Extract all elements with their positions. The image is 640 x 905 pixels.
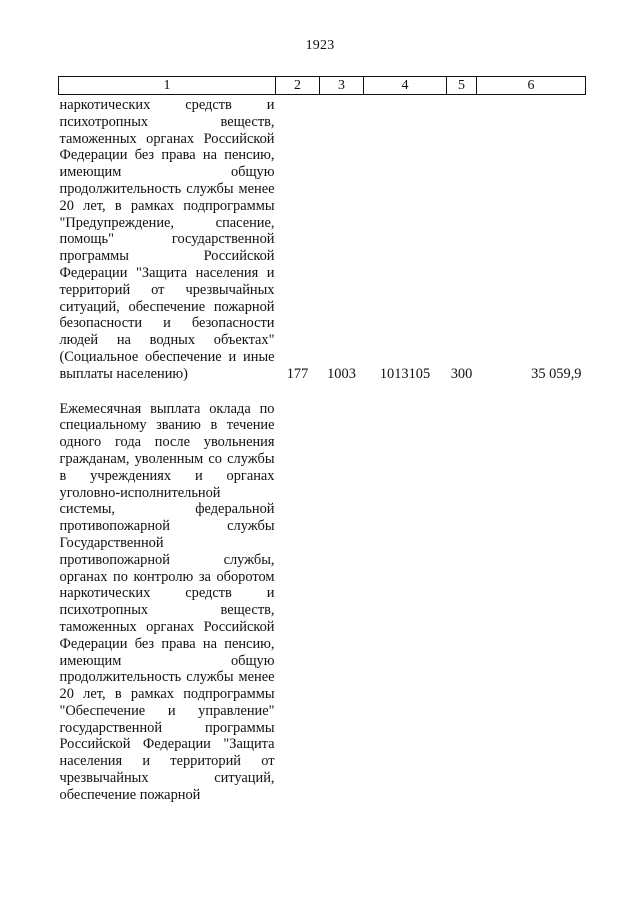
row-ministry-code: [276, 383, 320, 804]
header-row: [59, 77, 586, 95]
header-col-4: 4: [364, 77, 447, 95]
row-ministry-code: 177: [286, 365, 309, 382]
row-expense-type-code: [447, 383, 477, 804]
header-col-6: 6: [477, 77, 586, 95]
budget-table: [58, 76, 586, 804]
row-target-code: 1013105: [379, 365, 431, 382]
header-col-3: 3: [320, 77, 364, 95]
header-col-2: 2: [276, 77, 320, 95]
row-section-code: [320, 383, 364, 804]
table-row: [59, 95, 586, 383]
page-number: 1923: [305, 38, 335, 53]
row-description: Ежемесячная выплата оклада по специальному званию в течение одного года после увольнения гражданам, уволенным со службы в учреждениях и органах уголовно-исполнительной системы, федеральной противопожарной службы Государственной противопожарной службы, органах по контролю за оборотом наркотических средств и психотропных веществ, таможенных органах Российской Федерации без права на пенсию, имеющим общую продолжительность службы менее 20 лет, в рамках подпрограммы "Обеспечение и управление" государственной программы Российской Федерации "Защита населения и территорий от чрезвычайных ситуаций, обеспечение пожарной: [59, 400, 275, 803]
row-amount: [477, 383, 586, 804]
table-row: [59, 383, 586, 804]
row-amount: 35 059,9: [531, 365, 582, 382]
row-section-code: 1003: [327, 365, 356, 382]
row-description: наркотических средств и психотропных веществ, таможенных органах Российской Федерации без права на пенсию, имеющим общую продолжительность службы менее 20 лет, в рамках подпрограммы "Предупреждение, спасение, помощь" государственной программы Российской Федерации "Защита населения и территорий от чрезвычайных ситуаций, обеспечение пожарной безопасности и безопасности людей на водных объектах" (Социальное обеспечение и иные выплаты населению): [59, 97, 275, 382]
row-target-code: [364, 383, 447, 804]
header-col-1: 1: [59, 77, 276, 95]
row-expense-type-code: 300: [450, 365, 473, 382]
header-col-5: 5: [447, 77, 477, 95]
